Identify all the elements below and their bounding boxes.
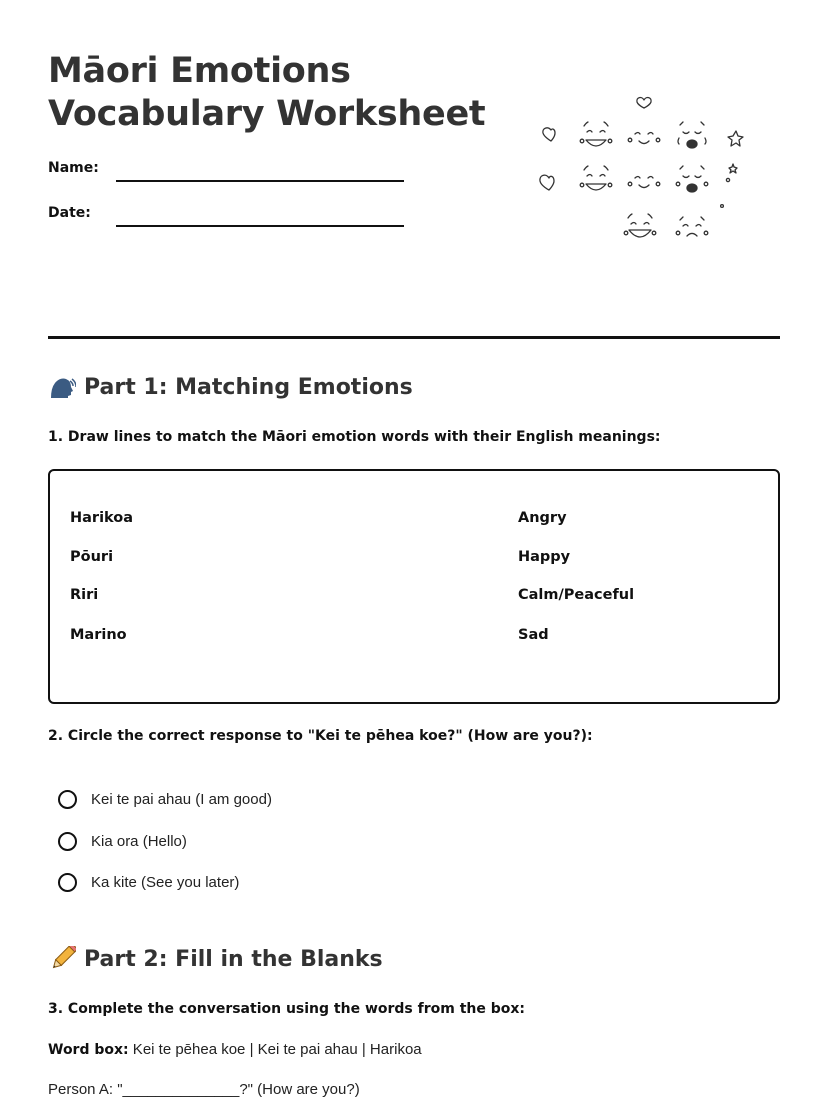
shocked-face-icon — [676, 166, 708, 192]
question-2: 2. Circle the correct response to "Kei te pēhea koe?" (How are you?): — [48, 728, 593, 744]
part2-heading-text: Part 2: Fill in the Blanks — [84, 946, 383, 972]
word-box-words: Kei te pēhea koe | Kei te pai ahau | Harikoa — [128, 1041, 422, 1058]
maori-word[interactable]: Marino — [70, 627, 127, 643]
name-line[interactable] — [116, 180, 404, 182]
maori-word[interactable]: Riri — [70, 587, 99, 603]
title-line-2: Vocabulary Worksheet — [48, 94, 486, 134]
emoji-faces-doodle-icon — [536, 88, 748, 252]
matching-box — [48, 469, 780, 704]
laughing-face-icon — [624, 214, 656, 237]
maori-word[interactable]: Pōuri — [70, 549, 114, 565]
speaking-head-icon — [48, 374, 76, 400]
crying-face-icon — [678, 122, 706, 148]
word-box-label: Word box: — [48, 1042, 129, 1058]
content-face-icon — [628, 133, 660, 144]
response-option[interactable] — [58, 873, 239, 892]
response-option[interactable] — [58, 832, 187, 851]
question-3: 3. Complete the conversation using the words from the box: — [48, 1001, 526, 1017]
english-word[interactable]: Angry — [518, 510, 567, 526]
worksheet-title — [48, 50, 485, 136]
star-icon — [729, 164, 737, 173]
person-a-line[interactable]: Person A: "______________?" (How are you?) — [48, 1081, 360, 1098]
sad-face-icon — [676, 217, 708, 236]
option-label: Kia ora (Hello) — [91, 833, 187, 850]
part1-heading — [48, 374, 413, 400]
radio-circle-icon[interactable] — [58, 790, 77, 809]
part1-heading-text: Part 1: Matching Emotions — [84, 374, 413, 400]
smile-face-icon — [580, 166, 612, 190]
option-label: Ka kite (See you later) — [91, 874, 240, 891]
date-label: Date: — [48, 205, 91, 221]
question-1: 1. Draw lines to match the Māori emotion words with their English meanings: — [48, 429, 661, 445]
radio-circle-icon[interactable] — [58, 832, 77, 851]
radio-circle-icon[interactable] — [58, 873, 77, 892]
content-face-icon — [628, 177, 660, 188]
option-label: Kei te pai ahau (I am good) — [91, 791, 272, 808]
date-line[interactable] — [116, 225, 404, 227]
part2-heading — [48, 946, 383, 972]
maori-word[interactable]: Harikoa — [70, 510, 134, 526]
response-option[interactable] — [58, 790, 272, 809]
smile-face-icon — [580, 122, 612, 146]
english-word[interactable]: Happy — [518, 549, 571, 565]
word-box — [48, 1041, 422, 1058]
name-label: Name: — [48, 160, 99, 176]
heart-icon — [540, 175, 554, 190]
english-word[interactable]: Calm/Peaceful — [518, 587, 635, 603]
section-divider — [48, 336, 780, 339]
title-line-1: Māori Emotions — [48, 51, 351, 91]
pencil-icon — [48, 946, 76, 972]
star-icon — [728, 131, 743, 146]
heart-icon — [543, 128, 555, 141]
english-word[interactable]: Sad — [518, 627, 549, 643]
heart-icon — [637, 98, 651, 108]
